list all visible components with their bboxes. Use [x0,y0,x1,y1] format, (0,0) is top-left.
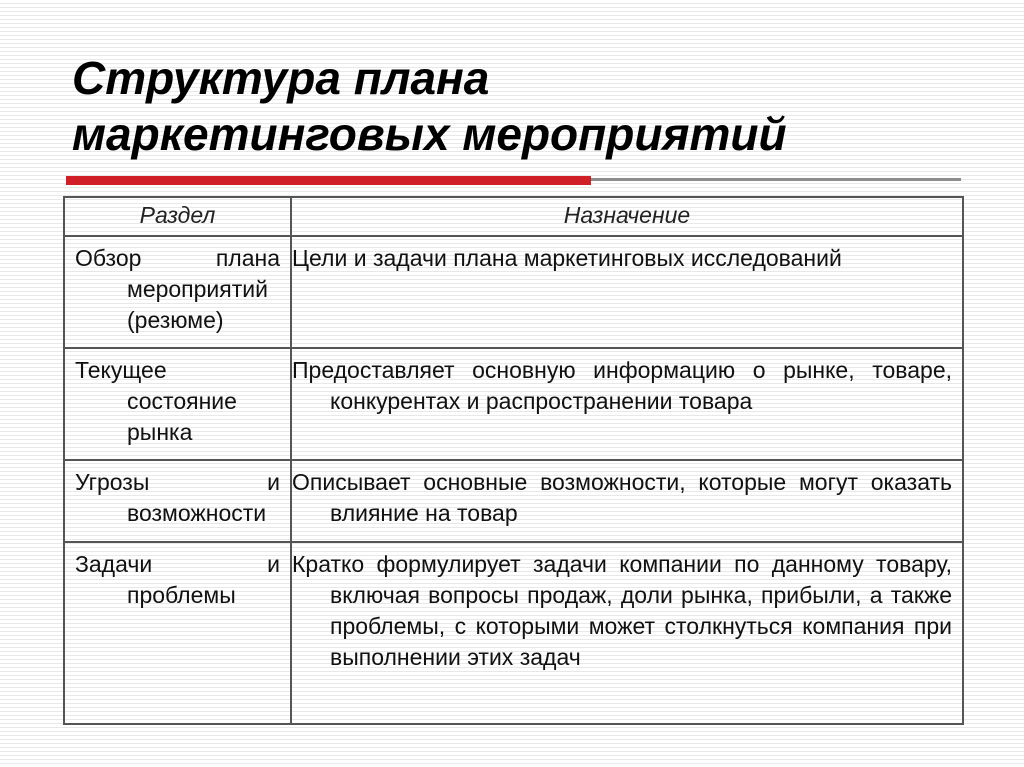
section-cell: Задачи и проблемы [64,542,291,724]
column-header-purpose: Назначение [291,197,963,236]
table-row [64,348,963,460]
section-cell: Текущее состояние рынка [64,348,291,460]
purpose-cell: Цели и задачи плана маркетинговых исследований [291,236,963,348]
section-cell: Угрозы и возможности [64,460,291,542]
plan-structure-table [63,196,964,725]
title-underline-red [66,176,591,185]
table-header-row [64,197,963,236]
purpose-cell: Описывает основные возможности, которые могут оказать влияние на товар [291,460,963,542]
table-row [64,542,963,724]
table-row [64,236,963,348]
page-title [72,50,972,162]
column-header-section: Раздел [64,197,291,236]
purpose-cell: Кратко формулирует задачи компании по данному товару, включая вопросы продаж, доли рынка, прибыли, а также проблемы, с которыми может столкнуться компания при выполнении этих задач [291,542,963,724]
page-title-line-1: Структура плана [72,52,490,104]
section-cell: Обзор плана мероприятий (резюме) [64,236,291,348]
purpose-cell: Предоставляет основную информацию о рынке, товаре, конкурентах и распространении товара [291,348,963,460]
title-underline-grey [591,178,961,181]
page-title-line-2: маркетинговых мероприятий [72,108,787,160]
table-row [64,460,963,542]
